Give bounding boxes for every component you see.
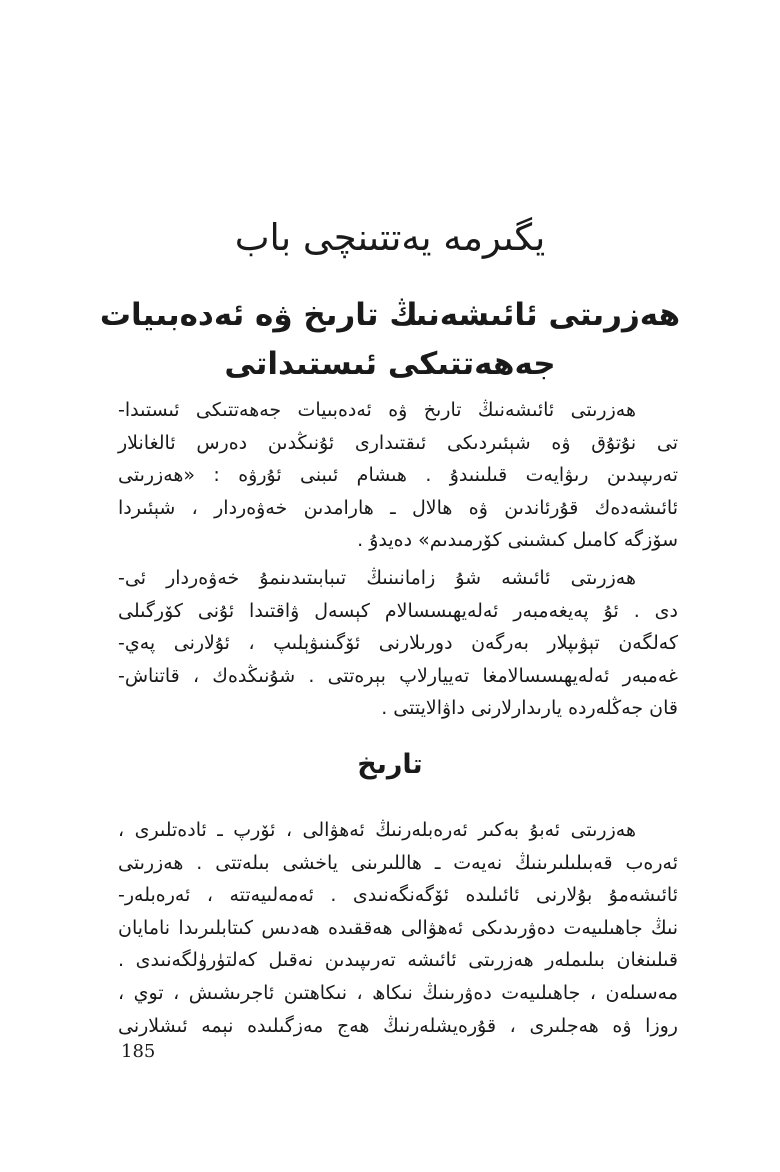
- paragraph-line: غەمبەر ئەلەيھىسسالامغا تەييارلاپ بېرەتتى . شۇنىڭدەك ، قاتناش-: [118, 664, 678, 687]
- section-title-line-1: هەزرىتى ئائىشەنىڭ تارىخ ۋە ئەدەبىيات: [99, 297, 681, 333]
- paragraph-line: قىلىنغان بىلىملەر هەزرىتى ئائىشە تەرىپىدىن نەقىل كەلتۈرۈلگەنىدى .: [118, 949, 678, 972]
- paragraph-line: روزا ۋە ھەجلىرى ، قۇرەيشلەرنىڭ ھەج مەزگىلىدە نېمە ئىشلارنى: [118, 1014, 678, 1037]
- subheading: تارىخ: [357, 749, 423, 780]
- paragraph-line: قان جەڭلەردە يارىدارلارنى داۋالايتتى .: [381, 697, 678, 720]
- paragraph-line: كەلگەن تېۋىپلار بەرگەن دورىلارنى ئۆگىنىۋېلىپ ، ئۇلارنى پەي-: [118, 632, 678, 655]
- paragraph-line: دى . ئۇ پەيغەمبەر ئەلەيھىسسالام كېسەل ۋاقتىدا ئۇنى كۆرگىلى: [118, 599, 678, 622]
- paragraph-line: ئائىشەمۇ بۇلارنى ئائىلىدە ئۆگەنگەنىدى . ئەمەلىيەتتە ، ئەرەبلەر-: [118, 884, 678, 907]
- section-title-line-2: جەھەتتىكى ئىستىداتى: [224, 346, 556, 382]
- paragraph-line: هەزرىتى ئائىشەنىڭ تارىخ ۋە ئەدەبىيات جەھەتتىكى ئىستىدا-: [118, 399, 636, 421]
- paragraph-line: ئائىشەدەك قۇرئاندىن ۋە هالال ـ هارامدىن خەۋەردار ، شېئىردا: [118, 496, 678, 519]
- paragraph-line: مەسىلەن ، جاھىلىيەت دەۋرىنىڭ نىكاھ ، نىكاھتىن ئاجرىشىش ، توي ،: [118, 981, 678, 1004]
- paragraph-line: نىڭ جاھىلىيەت دەۋرىدىكى ئەھۋالى ھەققىدە ھەدىس كىتابلىرىدا نامايان: [118, 916, 678, 939]
- paragraph-1: [118, 394, 678, 557]
- chapter-title: يگىرمە يەتتىنچى باب: [234, 216, 546, 259]
- page-number: 185: [121, 1041, 156, 1062]
- paragraph-line: تى نۇتۇق ۋە شېئىردىكى ئىقتىدارى ئۇنىڭدىن دەرس ئالغانلار: [118, 431, 678, 454]
- paragraph-line: هەزرىتى ئائىشە شۇ زامانىنىڭ تىبابىتىدىنمۇ خەۋەردار ئى-: [118, 567, 636, 589]
- paragraph-line: ئەرەب قەبىلىلىرىنىڭ نەيەت ـ هاللىرىنى ياخشى بىلەتتى . هەزرىتى: [118, 851, 678, 874]
- section-title: [90, 291, 690, 389]
- paragraph-line: هەزرىتى ئەبۇ بەكىر ئەرەبلەرنىڭ ئەھۋالى ، ئۆرپ ـ ئادەتلىرى ،: [118, 819, 636, 841]
- paragraph-line: تەرىپىدىن رىۋايەت قىلىنىدۇ . هىشام ئىبنى ئۇرۋە : «هەزرىتى: [118, 464, 678, 487]
- paragraph-line: سۆزگە كامىل كىشىنى كۆرمىدىم» دەيدۇ .: [357, 529, 678, 552]
- paragraph-2: [118, 562, 678, 725]
- paragraph-3: [118, 814, 678, 1042]
